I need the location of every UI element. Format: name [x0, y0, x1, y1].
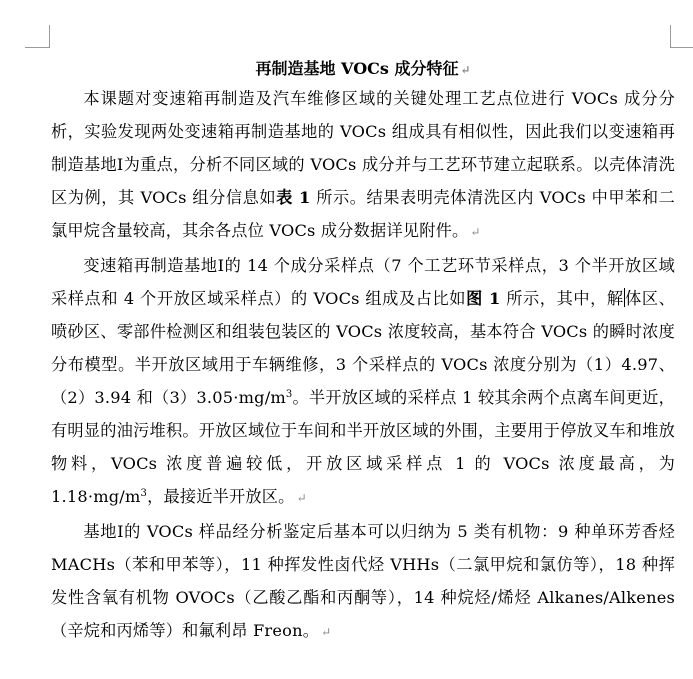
- section-title: 再制造基地 VOCs 成分特征 ↵: [255, 59, 471, 78]
- table-reference: 表 1: [276, 188, 311, 207]
- figure-reference: 图 1: [466, 289, 501, 308]
- paragraph-mark-icon: ↵: [460, 63, 471, 77]
- document-body[interactable]: [51, 56, 675, 649]
- crop-mark-top-left: [25, 25, 50, 48]
- crop-mark-top-right: [670, 25, 693, 48]
- paragraph-3: 基地I的 VOCs 样品经分析鉴定后基本可以归纳为 5 类有机物：9 种单环芳香烃 MACHs（苯和甲苯等），11 种挥发性卤代烃 VHHs（二氯甲烷和氯仿等），18 种挥发性含氧有机物 OVOCs（乙酸乙酯和丙酮等），14 种烷烃/烯烃 Alkanes/Alkenes（辛烷和丙烯等）和氟利昂 Freon。 ↵: [51, 522, 675, 640]
- paragraph-1: 本课题对变速箱再制造及汽车维修区域的关键处理工艺点位进行 VOCs 成分分析，实验发现两处变速箱再制造基地的 VOCs 组成具有相似性，因此我们以变速箱再制造基地I为重点，分析不同区域的 VOCs 成分并与工艺环节建立起联系。以壳体清洗区为例，其 VOCs 组分信息如表 1 所示。结果表明壳体清洗区内 VOCs 中甲苯和二氯甲烷含量较高，其余各点位 VOCs 成分数据详见附件。 ↵: [51, 89, 675, 240]
- paragraph-mark-icon: ↵: [470, 225, 481, 239]
- paragraph-mark-icon: ↵: [296, 491, 307, 505]
- paragraph-2: 变速箱再制造基地I的 14 个成分采样点（7 个工艺环节采样点，3 个半开放区域采样点和 4 个开放区域采样点）的 VOCs 组成及占比如图 1 所示，其中，解体区、喷砂区、零部件检测区和组装包装区的 VOCs 浓度较高，基本符合 VOCs 的瞬时浓度分布模型。半开放区域用于车辆维修，3 个采样点的 VOCs 浓度分别为（1）4.97、（2）3.94 和$(3)3.05\cdot mg/m^3$。半开放区域的采样点 1 较其余两个点离车间更近，有明显的油污堆积。开放区域位于车间和半开放区域的外围，主要用于停放叉车和堆放物料，VOCs 浓度普遍较低，开放区域采样点 1 的 VOCs 浓度最高，为 $1.18\cdot mg/m^3$，最接近半开放区。 ↵: [51, 256, 676, 506]
- paragraph-mark-icon: ↵: [321, 625, 332, 639]
